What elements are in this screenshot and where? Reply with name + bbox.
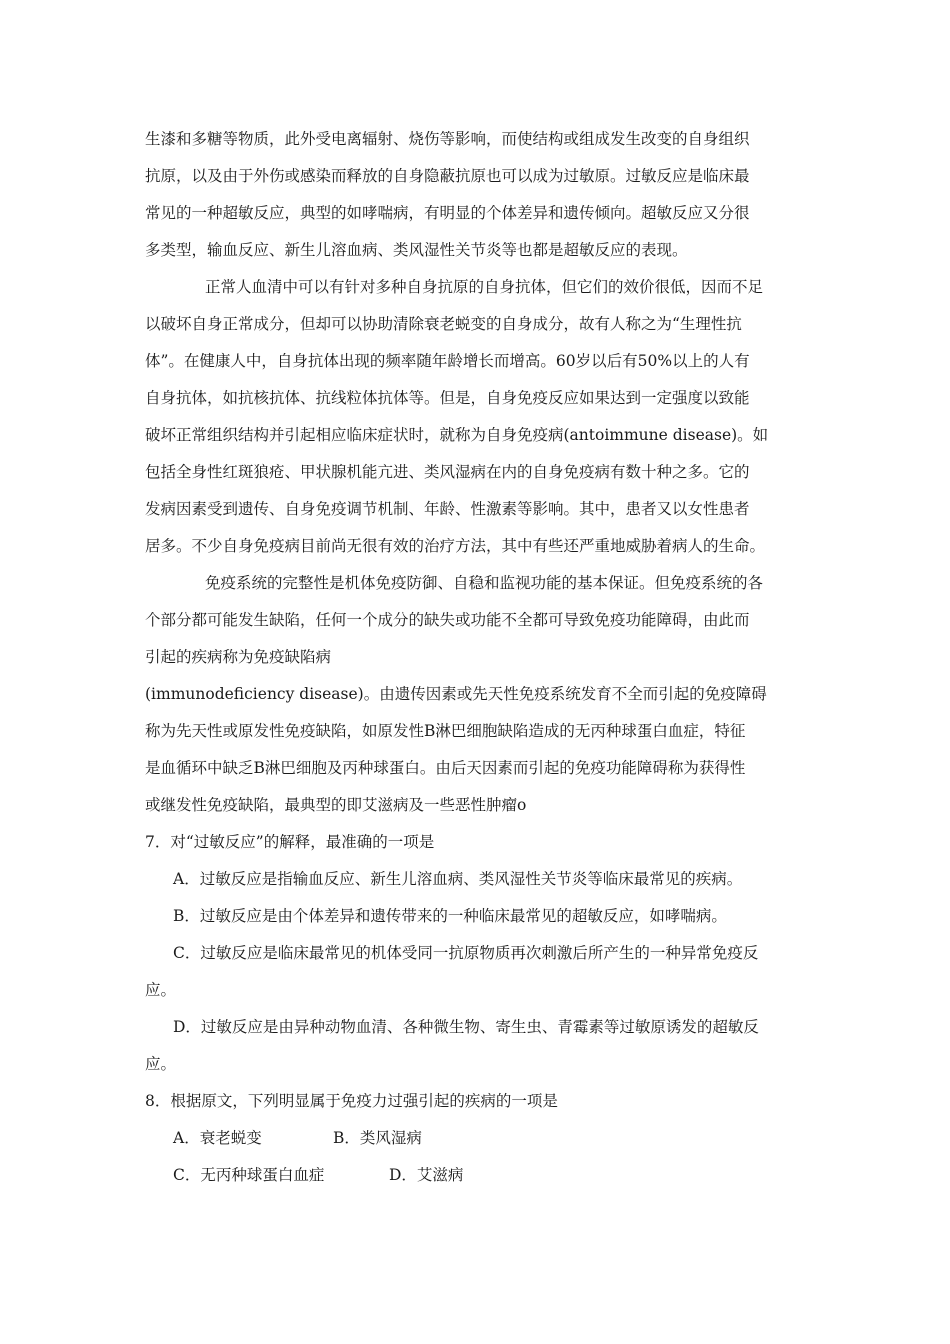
text-line: 引起的疾病称为免疫缺陷病 bbox=[145, 648, 332, 666]
text-line: 以破坏自身正常成分，但却可以协助清除衰老蜕变的自身成分，故有人称之为“生理性抗 bbox=[145, 315, 742, 333]
text-line: 是血循环中缺乏B淋巴细胞及丙种球蛋白。由后天因素而引起的免疫功能障碍称为获得性 bbox=[145, 759, 746, 777]
text-line: 自身抗体，如抗核抗体、抗线粒体抗体等。但是，自身免疫反应如果达到一定强度以致能 bbox=[145, 389, 750, 407]
option-d: D．过敏反应是由异种动物血清、各种微生物、寄生虫、青霉素等过敏原诱发的超敏反 bbox=[173, 1018, 759, 1036]
text-line: 称为先天性或原发性免疫缺陷，如原发性B淋巴细胞缺陷造成的无丙种球蛋白血症，特征 bbox=[145, 722, 746, 740]
question-7 bbox=[145, 824, 809, 1083]
option-c: C．过敏反应是临床最常见的机体受同一抗原物质再次刺激后所产生的一种异常免疫反 bbox=[173, 944, 759, 962]
paragraph-3 bbox=[145, 565, 809, 824]
text-line: 常见的一种超敏反应，典型的如哮喘病，有明显的个体差异和遗传倾向。超敏反应又分很 bbox=[145, 204, 750, 222]
option-c: C．无丙种球蛋白血症 bbox=[173, 1166, 325, 1184]
document-page bbox=[145, 121, 809, 1194]
text-line: 生漆和多糖等物质，此外受电离辐射、烧伤等影响，而使结构或组成发生改变的自身组织 bbox=[145, 130, 750, 148]
text-line: 破坏正常组织结构并引起相应临床症状时，就称为自身免疫病(antoimmune disease)。如 bbox=[145, 426, 769, 444]
question-8 bbox=[145, 1083, 809, 1194]
text-line: 个部分都可能发生缺陷，任何一个成分的缺失或功能不全都可导致免疫功能障碍，由此而 bbox=[145, 611, 750, 629]
paragraph-1 bbox=[145, 121, 809, 269]
question-stem: 8．根据原文，下列明显属于免疫力过强引起的疾病的一项是 bbox=[145, 1092, 558, 1110]
text-line: 正常人血清中可以有针对多种自身抗原的自身抗体，但它们的效价很低，因而不足 bbox=[205, 278, 764, 296]
options-row-1 bbox=[145, 1120, 809, 1157]
text-line: 包括全身性红斑狼疮、甲状腺机能亢进、类风湿病在内的自身免疫病有数十种之多。它的 bbox=[145, 463, 750, 481]
paragraph-2 bbox=[145, 269, 809, 565]
option-d-continued: 应。 bbox=[145, 1055, 177, 1073]
text-line: 发病因素受到遗传、自身免疫调节机制、年龄、性激素等影响。其中，患者又以女性患者 bbox=[145, 500, 750, 518]
option-b: B．过敏反应是由个体差异和遗传带来的一种临床最常见的超敏反应，如哮喘病。 bbox=[173, 907, 727, 925]
text-line: 居多。不少自身免疫病目前尚无很有效的治疗方法，其中有些还严重地威胁着病人的生命。 bbox=[145, 537, 766, 555]
options-row-2 bbox=[145, 1157, 809, 1194]
option-a: A．衰老蜕变 bbox=[173, 1129, 262, 1147]
option-b: B．类风湿病 bbox=[333, 1129, 422, 1147]
option-c-continued: 应。 bbox=[145, 981, 177, 999]
text-line: 多类型，输血反应、新生儿溶血病、类风湿性关节炎等也都是超敏反应的表现。 bbox=[145, 241, 688, 259]
text-line: (immunodeficiency disease)。由遗传因素或先天性免疫系统发育不全而引起的免疫障碍 bbox=[145, 685, 767, 703]
question-stem: 7．对“过敏反应”的解释，最准确的一项是 bbox=[145, 833, 435, 851]
text-line: 体”。在健康人中，自身抗体出现的频率随年龄增长而增高。60岁以后有50%以上的人有 bbox=[145, 352, 750, 370]
option-a: A．过敏反应是指输血反应、新生儿溶血病、类风湿性关节炎等临床最常见的疾病。 bbox=[173, 870, 743, 888]
option-d: D．艾滋病 bbox=[389, 1166, 464, 1184]
text-line: 或继发性免疫缺陷，最典型的即艾滋病及一些恶性肿瘤o bbox=[145, 796, 527, 814]
text-line: 抗原，以及由于外伤或感染而释放的自身隐蔽抗原也可以成为过敏原。过敏反应是临床最 bbox=[145, 167, 750, 185]
text-line: 免疫系统的完整性是机体免疫防御、自稳和监视功能的基本保证。但免疫系统的各 bbox=[205, 574, 764, 592]
